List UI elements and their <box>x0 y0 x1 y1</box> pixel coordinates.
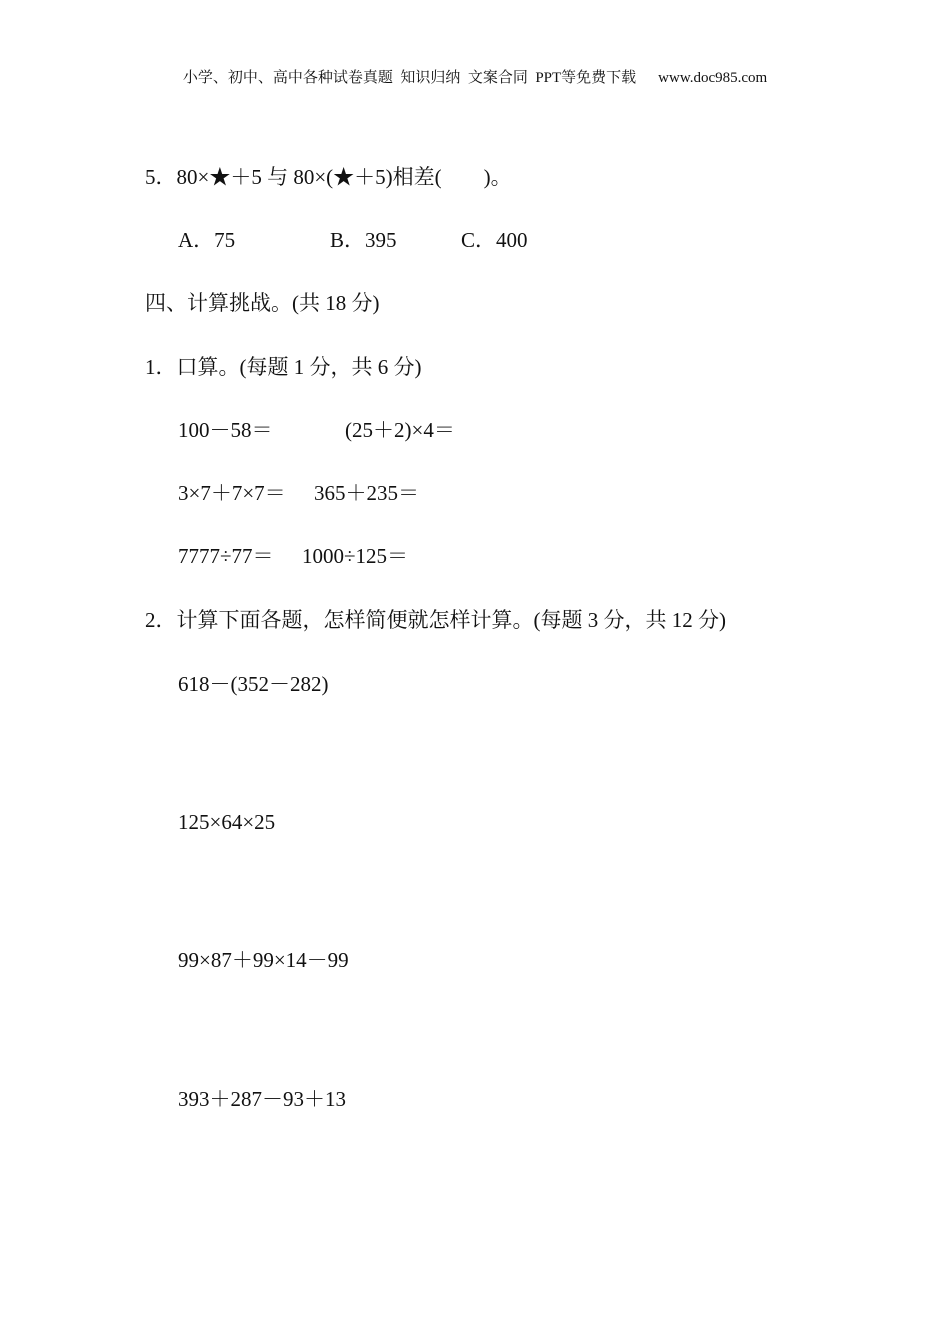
page-header <box>0 68 950 88</box>
mental-math-item: 1000÷125＝ <box>302 544 409 568</box>
calc-problem-3: 99×87＋99×14－99 <box>178 948 349 972</box>
question-5-stem: 5．80×★＋5 与 80×(★＋5)相差( )。 <box>145 165 512 189</box>
option-a: A．75 <box>178 228 236 252</box>
section-4-title: 四、计算挑战。(共 18 分) <box>145 291 380 315</box>
mental-math-item: 7777÷77＝ <box>178 544 274 568</box>
mental-math-item: 365＋235＝ <box>314 481 419 505</box>
header-site: www.doc985.com <box>658 70 768 86</box>
calc-problem-2: 125×64×25 <box>178 810 276 834</box>
part-1-title: 1．口算。(每题 1 分，共 6 分) <box>145 355 422 379</box>
mental-math-item: 3×7＋7×7＝ <box>178 481 286 505</box>
option-c: C．400 <box>461 228 528 252</box>
calc-problem-1: 618－(352－282) <box>178 672 329 696</box>
mental-math-item: (25＋2)×4＝ <box>345 418 455 442</box>
mental-math-item: 100－58＝ <box>178 418 273 442</box>
option-b: B．395 <box>330 228 397 252</box>
part-2-title: 2．计算下面各题，怎样简便就怎样计算。(每题 3 分，共 12 分) <box>145 608 726 632</box>
calc-problem-4: 393＋287－93＋13 <box>178 1087 346 1111</box>
header-banner: 小学、初中、高中各种试卷真题 知识归纳 文案合同 PPT等免费下载 <box>182 70 637 86</box>
